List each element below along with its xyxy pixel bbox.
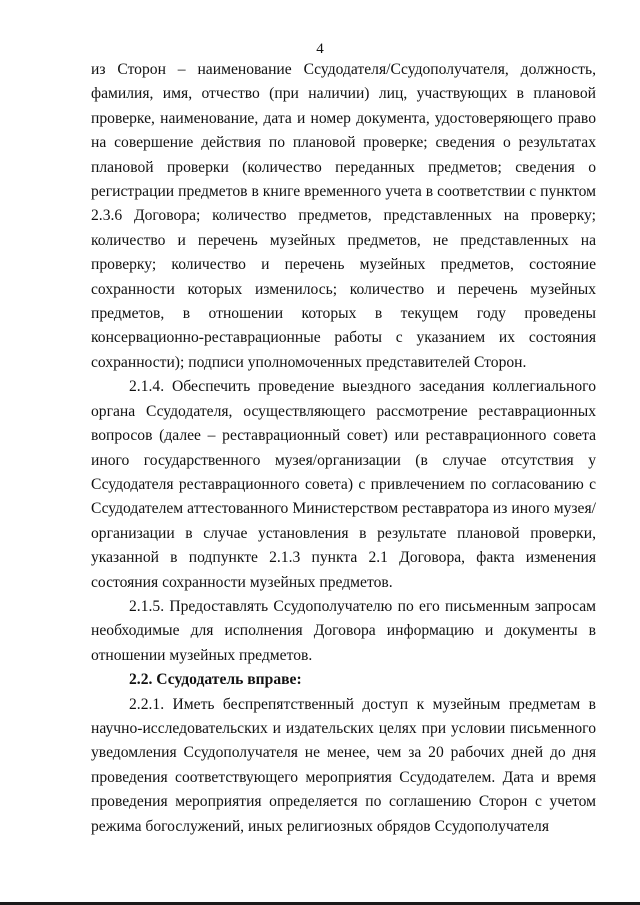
paragraph-2-1-4: 2.1.4. Обеспечить проведение выездного заседания коллегиального органа Ссудодателя, осуществляющего рассмотрение реставрационных вопросов (далее – реставрационный совет) или реставрационного совета иного государственного музея/организации (в случае отсутствия у Ссудодателя реставрационного совета) с привлечением по согласованию с Ссудодателем аттестованного Министерством реставратора из иного музея/организации в случае установления в результате плановой проверки, указанной в подпункте 2.1.3 пункта 2.1 Договора, факта изменения состояния сохранности музейных предметов. <box>91 378 596 591</box>
section-heading-2-2: 2.2. Ссудодатель вправе: <box>129 671 302 689</box>
page-number: 4 <box>316 41 324 57</box>
paragraph-2-1-5: 2.1.5. Предоставлять Ссудополучателю по его письменным запросам необходимые для исполнения Договора информацию и документы в отношении музейных предметов. <box>91 597 596 664</box>
paragraph-continuation: из Сторон – наименование Ссудодателя/Ссудополучателя, должность, фамилия, имя, отчество (при наличии) лиц, участвующих в плановой проверке, наименование, дата и номер документа, удостоверяющего право на совершение действия по плановой проверке; сведения о результатах плановой проверки (количество переданных предметов; сведения о регистрации предметов в книге временного учета в соответствии с пунктом 2.3.6 Договора; количество предметов, представленных на проверку; количество и перечень музейных предметов, не представленных на проверку; количество и перечень музейных предметов, состояние сохранности которых изменилось; количество и перечень музейных предметов, в отношении которых в текущем году проведены консервационно-реставрационные работы с указанием их состояния сохранности); подписи уполномоченных представителей Сторон. <box>91 61 596 371</box>
document-body <box>91 58 596 839</box>
paragraph-2-2-1: 2.2.1. Иметь беспрепятственный доступ к музейным предметам в научно-исследовательских и издательских целях при условии письменного уведомления Ссудополучателя не менее, чем за 20 рабочих дней до дня проведения соответствующего мероприятия Ссудодателем. Дата и время проведения мероприятия определяется по соглашению Сторон с учетом режима богослужений, иных религиозных обрядов Ссудополучателя <box>91 695 596 835</box>
